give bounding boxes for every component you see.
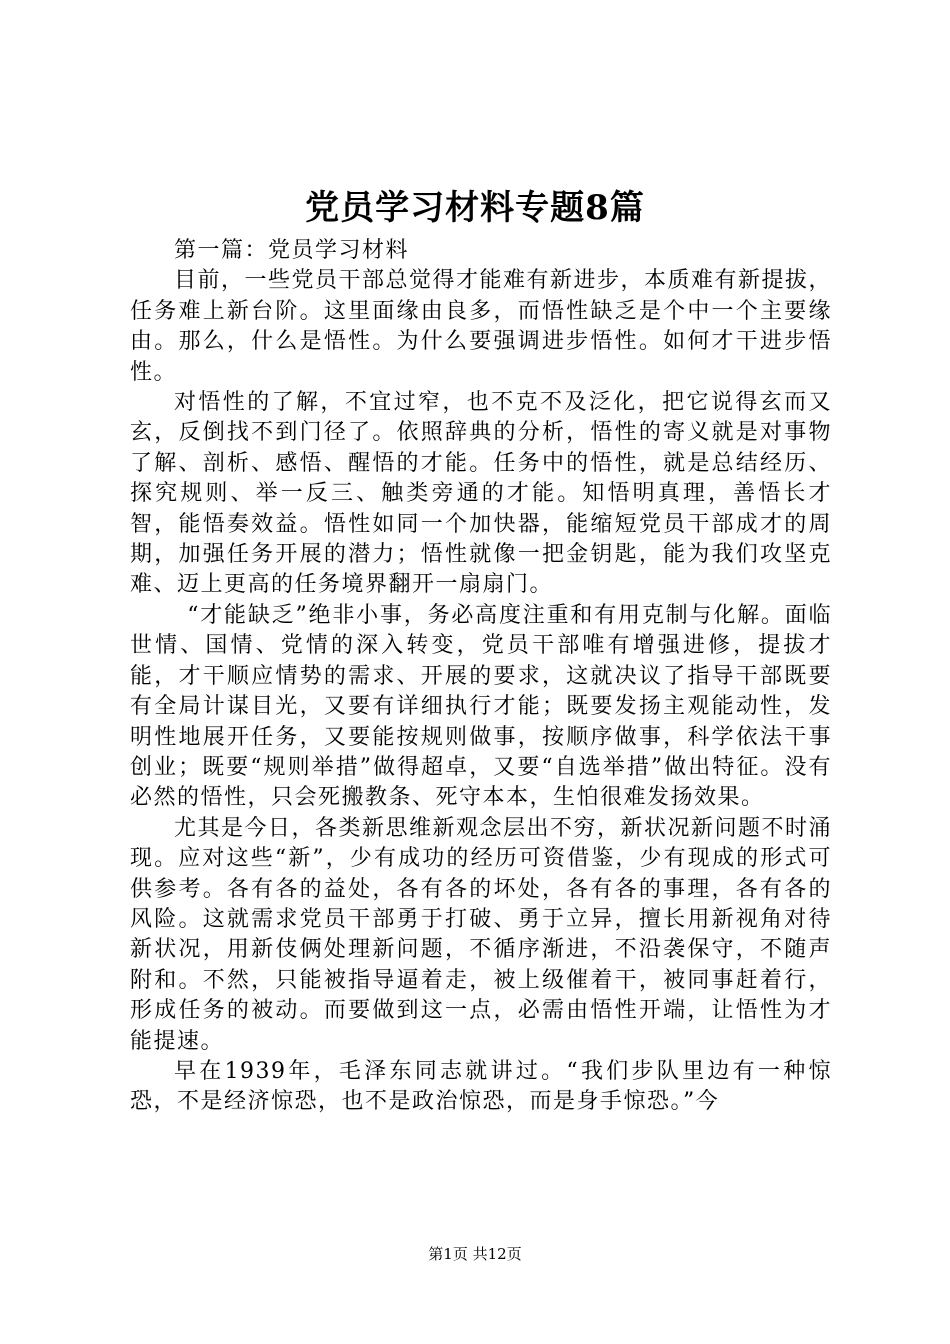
document-body: [130, 236, 832, 1118]
document-title: 党员学习材料专题8篇: [305, 188, 645, 228]
section-heading: 第一篇：党员学习材料: [174, 238, 410, 263]
paragraph: 早在1939年，毛泽东同志就讲过。“我们步队里边有一种惊恐，不是经济惊恐，也不是政治惊恐，而是身手惊恐。”今: [130, 1058, 832, 1115]
paragraph: 对悟性的了解，不宜过窄，也不克不及泛化，把它说得玄而又玄，反倒找不到门径了。依照辞典的分析，悟性的寄义就是对事物了解、剖析、感悟、醒悟的才能。任务中的悟性，就是总结经历、探究规则、举一反三、触类旁通的才能。知悟明真理，善悟长才智，能悟奏效益。悟性如同一个加快器，能缩短党员干部成才的周期，加强任务开展的潜力；悟性就像一把金钥匙，能为我们攻坚克难、迈上更高的任务境界翻开一扇扇门。: [130, 390, 832, 598]
paragraph: “才能缺乏”绝非小事，务必高度注重和有用克制与化解。面临世情、国情、党情的深入转变，党员干部唯有增强进修，提拔才能，才干顺应情势的需求、开展的要求，这就决议了指导干部既要有全局计谋目光，又要有详细执行才能；既要发扬主观能动性，发明性地展开任务，又要能按规则做事，按顺序做事，科学依法干事创业；既要“规则举措”做得超卓，又要“自选举措”做出特征。没有必然的悟性，只会死搬教条、死守本本，生怕很难发扬效果。: [130, 602, 832, 811]
page-footer: 第1页 共12页: [428, 1245, 522, 1263]
paragraph: 目前，一些党员干部总觉得才能难有新进步，本质难有新提拔，任务难上新台阶。这里面缘由良多，而悟性缺乏是个中一个主要缘由。那么，什么是悟性。为什么要强调进步悟性。如何才干进步悟性。: [130, 268, 833, 385]
paragraph: 尤其是今日，各类新思维新观念层出不穷，新状况新问题不时涌现。应对这些“新”，少有成功的经历可资借鉴，少有现成的形式可供参考。各有各的益处，各有各的坏处，各有各的事理，各有各的风险。这就需求党员干部勇于打破、勇于立异，擅长用新视角对待新状况，用新伎俩处理新问题，不循序渐进，不沿袭保守，不随声附和。不然，只能被指导逼着走，被上级催着干，被同事赶着行，形成任务的被动。而要做到这一点，必需由悟性开端，让悟性为才能提速。: [130, 815, 833, 1054]
